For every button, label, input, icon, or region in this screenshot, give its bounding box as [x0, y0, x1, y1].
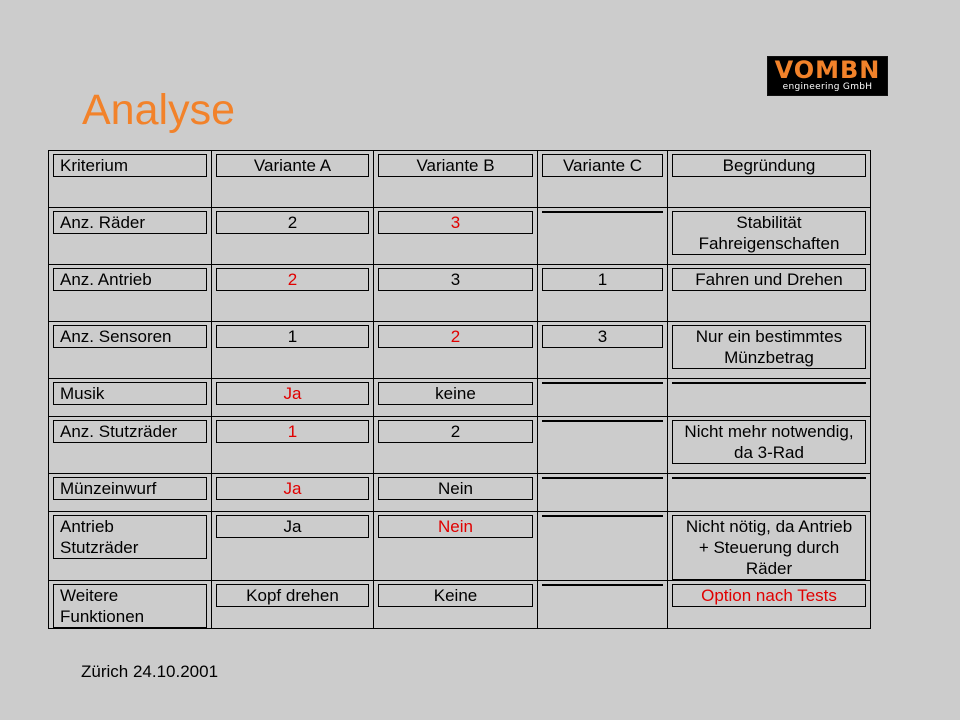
cell-text [542, 211, 663, 213]
page-title: Analyse [82, 86, 235, 134]
cell-text [542, 382, 663, 384]
table-cell [668, 474, 871, 512]
table-row [49, 512, 871, 581]
cell-text: Anz. Sensoren [53, 325, 207, 348]
header-label: Kriterium [53, 154, 207, 177]
table-row [49, 379, 871, 417]
cell-text [672, 382, 866, 384]
table-cell [212, 581, 374, 629]
cell-text: 2 [216, 268, 369, 291]
cell-text: Anz. Stutzräder [53, 420, 207, 443]
analysis-table [48, 150, 871, 629]
cell-text: Nicht nötig, da Antrieb + Steuerung durch Räder [672, 515, 866, 580]
cell-text: Ja [216, 477, 369, 500]
table-row [49, 265, 871, 322]
cell-text: Weitere Funktionen [53, 584, 207, 628]
table-cell [212, 208, 374, 265]
table-cell [49, 417, 212, 474]
cell-text: 1 [542, 268, 663, 291]
table-cell [49, 322, 212, 379]
table-row [49, 322, 871, 379]
table-cell [538, 581, 668, 629]
cell-text: Musik [53, 382, 207, 405]
cell-text: 1 [216, 325, 369, 348]
table-row [49, 581, 871, 629]
table-cell [374, 417, 538, 474]
table-cell [668, 265, 871, 322]
cell-text: Keine [378, 584, 533, 607]
table-cell [212, 322, 374, 379]
table-cell [538, 474, 668, 512]
table-cell [374, 322, 538, 379]
table-cell [49, 581, 212, 629]
cell-text: 1 [216, 420, 369, 443]
table-cell [374, 208, 538, 265]
table-cell [538, 379, 668, 417]
cell-text: Ja [216, 515, 369, 538]
table-cell [374, 265, 538, 322]
header-cell-variante-a [212, 151, 374, 208]
logo-wordmark: VOMBN [774, 56, 881, 84]
table-cell [212, 265, 374, 322]
header-cell-kriterium [49, 151, 212, 208]
header-cell-variante-b [374, 151, 538, 208]
header-label: Variante A [216, 154, 369, 177]
table-cell [374, 581, 538, 629]
cell-text: Stabilität Fahreigenschaften [672, 211, 866, 255]
table-cell [668, 512, 871, 581]
table-cell [538, 265, 668, 322]
header-label: Variante B [378, 154, 533, 177]
table-cell [668, 208, 871, 265]
table-cell [374, 379, 538, 417]
table-cell [668, 379, 871, 417]
cell-text [672, 477, 866, 479]
cell-text: 3 [378, 211, 533, 234]
table-row [49, 417, 871, 474]
table-cell [374, 474, 538, 512]
cell-text [542, 584, 663, 586]
table-cell [49, 512, 212, 581]
table-cell [212, 474, 374, 512]
cell-text: 3 [378, 268, 533, 291]
cell-text: 2 [378, 420, 533, 443]
table-cell [538, 417, 668, 474]
header-label: Begründung [672, 154, 866, 177]
cell-text [542, 477, 663, 479]
cell-text: Nein [378, 515, 533, 538]
table-cell [374, 512, 538, 581]
table-cell [668, 581, 871, 629]
table-cell [212, 379, 374, 417]
cell-text: Nein [378, 477, 533, 500]
table-header-row [49, 151, 871, 208]
table-row [49, 208, 871, 265]
table-cell [49, 474, 212, 512]
table-cell [538, 322, 668, 379]
cell-text [542, 515, 663, 517]
logo-subtitle: engineering GmbH [782, 82, 873, 92]
footer-date: Zürich 24.10.2001 [81, 662, 219, 681]
table-cell [212, 512, 374, 581]
header-cell-begruendung [668, 151, 871, 208]
cell-text: Anz. Antrieb [53, 268, 207, 291]
cell-text: Ja [216, 382, 369, 405]
cell-text: Antrieb Stutzräder [53, 515, 207, 559]
cell-text: 3 [542, 325, 663, 348]
table-cell [538, 208, 668, 265]
cell-text: 2 [378, 325, 533, 348]
table-cell [538, 512, 668, 581]
table-cell [49, 265, 212, 322]
cell-text: keine [378, 382, 533, 405]
cell-text: Münzeinwurf [53, 477, 207, 500]
cell-text: 2 [216, 211, 369, 234]
header-cell-variante-c [538, 151, 668, 208]
table-cell [49, 208, 212, 265]
table-cell [212, 417, 374, 474]
cell-text: Fahren und Drehen [672, 268, 866, 291]
cell-text: Option nach Tests [672, 584, 866, 607]
cell-text: Kopf drehen [216, 584, 369, 607]
header-label: Variante C [542, 154, 663, 177]
table-row [49, 474, 871, 512]
table-cell [49, 379, 212, 417]
company-logo [767, 56, 888, 96]
cell-text: Nur ein bestimmtes Münzbetrag [672, 325, 866, 369]
cell-text [542, 420, 663, 422]
cell-text: Nicht mehr notwendig, da 3-Rad [672, 420, 866, 464]
table-cell [668, 417, 871, 474]
table-cell [668, 322, 871, 379]
cell-text: Anz. Räder [53, 211, 207, 234]
